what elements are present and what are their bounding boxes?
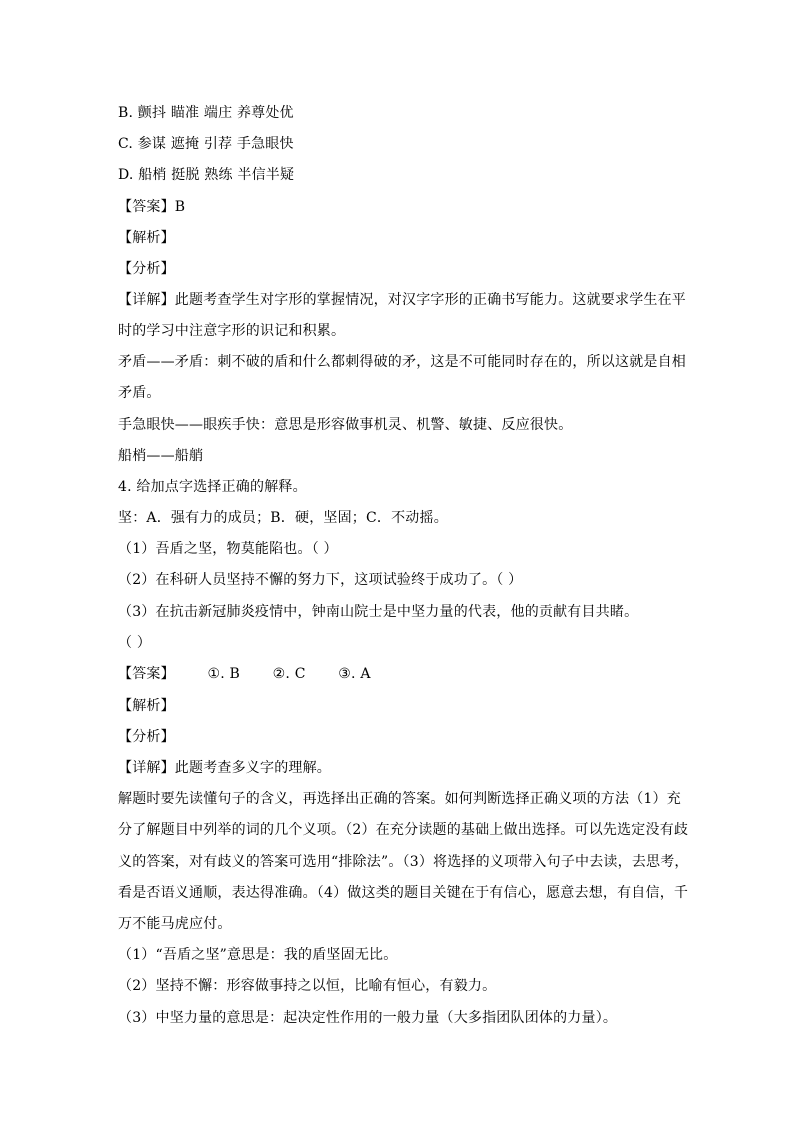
fenxi-heading: 【分析】 (118, 261, 175, 277)
detail-paragraph-cont: 时的学习中注意字形的识记和积累。 (118, 323, 346, 339)
answer-item: ①. B (207, 666, 241, 682)
correction-line-cont: 矛盾。 (118, 385, 161, 401)
option-c: C. 参谋 遮掩 引荐 手急眼快 (118, 136, 294, 152)
fenxi-heading: 【分析】 (118, 729, 175, 745)
method-paragraph: 看是否语义通顺，表达得准确。（4）做这类的题目关键在于有信心，愿意去想，有自信，千 (118, 885, 689, 901)
correction-line: 矛盾——矛盾：刺不破的盾和什么都刺得破的矛，这是不可能同时存在的，所以这就是自相 (118, 354, 686, 370)
answer-line: 【答案】B (118, 199, 186, 215)
question-item-blank: （ ） (118, 635, 152, 651)
correction-line: 船梢——船艄 (118, 448, 204, 464)
analysis-heading: 【解析】 (118, 230, 175, 246)
method-paragraph: 分了解题目中列举的词的几个义项。（2）在充分读题的基础上做出选择。可以先选定没有歧 (118, 822, 689, 838)
question-title: 4. 给加点字选择正确的解释。 (118, 479, 307, 495)
method-paragraph: 义的答案，对有歧义的答案可选用“排除法”。（3）将选择的义项带入句子中去读，去思考， (118, 854, 689, 870)
answer-label: 【答案】 (118, 666, 175, 682)
explanation-item: （3）中坚力量的意思是：起决定性作用的一般力量（大多指团队团体的力量）。 (118, 1010, 618, 1026)
analysis-heading: 【解析】 (118, 698, 175, 714)
answer-item: ③. A (338, 666, 371, 682)
detail-paragraph: 【详解】此题考查多义字的理解。 (118, 760, 331, 776)
method-paragraph: 解题时要先读懂句子的含义，再选择出正确的答案。如何判断选择正确义项的方法（1）充 (118, 791, 681, 807)
option-d: D. 船梢 挺脱 熟练 半信半疑 (118, 167, 295, 183)
answer-line (118, 665, 678, 683)
explanation-item: （2）坚持不懈：形容做事持之以恒，比喻有恒心，有毅力。 (118, 978, 497, 994)
question-item: （1）吾盾之坚，物莫能陷也。（ ） (118, 541, 338, 557)
question-item: （3）在抗击新冠肺炎疫情中，钟南山院士是中坚力量的代表，他的贡献有目共睹。 (118, 604, 639, 620)
correction-line: 手急眼快——眼疾手快：意思是形容做事机灵、机警、敏捷、反应很快。 (118, 417, 573, 433)
detail-paragraph: 【详解】此题考查学生对字形的掌握情况，对汉字字形的正确书写能力。这就要求学生在平 (118, 292, 686, 308)
option-b: B. 颤抖 瞄准 端庄 养尊处优 (118, 105, 294, 121)
explanation-item: （1）“吾盾之坚”意思是：我的盾坚固无比。 (118, 947, 398, 963)
answer-item: ②. C (272, 666, 306, 682)
question-item: （2）在科研人员坚持不懈的努力下，这项试验终于成功了。（ ） (118, 572, 523, 588)
definition-line: 坚：A．强有力的成员；B．硬，坚固；C．不动摇。 (118, 510, 448, 526)
method-paragraph: 万不能马虎应付。 (118, 916, 232, 932)
